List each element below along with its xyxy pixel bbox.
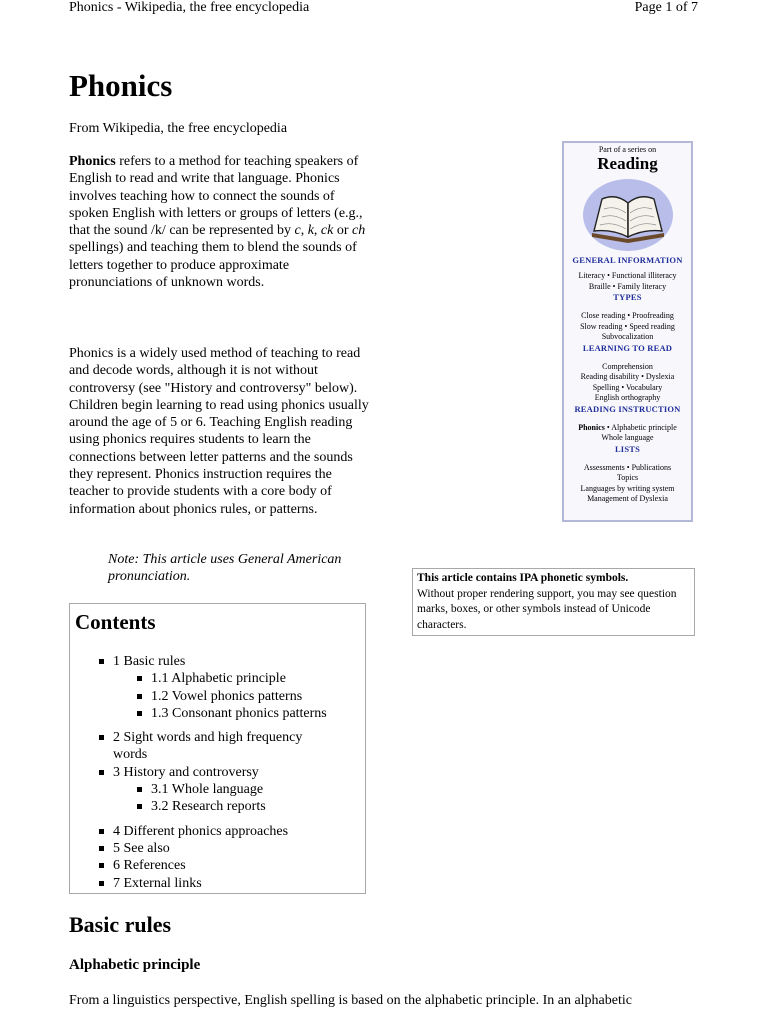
intro-text-5: spellings) and teaching them to blend the sounds of letters together to produce approximate pronunciations of unknown words. bbox=[69, 240, 357, 291]
infobox-line[interactable]: English orthography bbox=[594, 393, 661, 402]
toc-title: Contents bbox=[75, 610, 156, 634]
infobox-heading[interactable]: Reading bbox=[597, 154, 658, 173]
infobox-line[interactable]: Close reading • Proofreading bbox=[581, 311, 674, 320]
toc-item-see-also[interactable]: 5 See also bbox=[70, 840, 327, 857]
toc-subitem[interactable]: 1.1 Alphabetic principle bbox=[113, 670, 327, 687]
infobox-line[interactable]: Comprehension bbox=[602, 361, 653, 371]
intro-italic-k: k bbox=[307, 223, 314, 239]
infobox-line[interactable]: Literacy • Functional illiteracy bbox=[578, 271, 677, 280]
infobox-line-text[interactable]: • Alphabetic principle bbox=[604, 422, 677, 432]
intro-paragraph bbox=[69, 153, 369, 291]
intro-text-4: or bbox=[333, 223, 353, 239]
infobox-line[interactable]: Reading disability • Dyslexia bbox=[580, 372, 675, 381]
infobox-phonics-current: Phonics bbox=[578, 422, 605, 432]
intro-italic-ch: ch bbox=[352, 223, 366, 239]
infobox-line bbox=[564, 423, 691, 434]
toc-subitem[interactable]: 1.3 Consonant phonics patterns bbox=[113, 705, 327, 722]
infobox-line[interactable]: Braille • Family literacy bbox=[588, 281, 667, 291]
toc-subitem[interactable]: 3.2 Research reports bbox=[113, 798, 327, 815]
intro-italic-ck: ck bbox=[320, 223, 334, 239]
print-page-number: Page 1 of 7 bbox=[634, 0, 698, 15]
toc-item-external-links[interactable]: 7 External links bbox=[70, 875, 327, 892]
intro-text-3: , bbox=[313, 223, 321, 239]
infobox-section-instruction[interactable]: READING INSTRUCTION bbox=[574, 403, 681, 414]
infobox-section-types[interactable]: TYPES bbox=[613, 292, 642, 302]
infobox-line[interactable]: Languages by writing system bbox=[580, 483, 675, 493]
site-tagline: From Wikipedia, the free encyclopedia bbox=[69, 121, 288, 136]
toc-link[interactable]: 2 Sight words and high frequency words bbox=[113, 730, 303, 763]
second-paragraph: Phonics is a widely used method of teaching to read and decode words, although it is not without controversy (see "History and controversy" below). Children begin learning to read using phonics usually around the age of 5 or 6. Teaching English reading using phonics requires students to learn the connections between letter patterns and the sounds they represent. Phonics instruction requires the teacher to provide students with a core body of information about phonics rules, or patterns. bbox=[69, 346, 369, 517]
toc-item-approaches[interactable]: 4 Different phonics approaches bbox=[70, 823, 327, 840]
infobox-line[interactable]: Management of Dyslexia bbox=[587, 494, 668, 503]
ipa-notice-box bbox=[412, 568, 695, 636]
ipa-notice-title: This article contains IPA phonetic symbols. bbox=[417, 572, 629, 584]
infobox-section-general[interactable]: GENERAL INFORMATION bbox=[572, 255, 683, 265]
toc-subitem[interactable]: 1.2 Vowel phonics patterns bbox=[113, 688, 327, 705]
toc-item-references[interactable]: 6 References bbox=[70, 857, 327, 874]
intro-bold-term: Phonics bbox=[69, 154, 116, 169]
intro-text-1: refers to a method for teaching speakers of English to read and write that language. Phonics involves teaching how to connect the sounds of spoken English with letters or groups of letters (e.g., that the sound /k/ can be represented by bbox=[69, 154, 363, 239]
infobox-line[interactable]: Slow reading • Speed reading bbox=[580, 321, 675, 331]
pronunciation-note: Note: This article uses General American pronunciation. bbox=[108, 552, 342, 585]
infobox-line[interactable]: Whole language bbox=[601, 433, 654, 442]
section-heading-basic-rules: Basic rules bbox=[69, 912, 172, 937]
open-book-icon[interactable] bbox=[580, 177, 676, 253]
ipa-notice-text: Without proper rendering support, you may see question marks, boxes, or other symbols instead of Unicode characters. bbox=[417, 587, 677, 631]
infobox-line[interactable]: Subvocalization bbox=[601, 332, 654, 341]
reading-series-infobox bbox=[562, 141, 693, 522]
toc-list bbox=[70, 653, 327, 892]
toc-item-history bbox=[70, 764, 327, 816]
print-header-title: Phonics - Wikipedia, the free encyclopedia bbox=[69, 0, 310, 15]
infobox-section-learning[interactable]: LEARNING TO READ bbox=[582, 342, 673, 353]
table-of-contents bbox=[69, 603, 366, 894]
infobox-line[interactable]: Topics bbox=[616, 473, 639, 482]
page-title: Phonics bbox=[69, 68, 173, 103]
intro-italic-c: c bbox=[294, 223, 301, 239]
infobox-line[interactable]: Spelling • Vocabulary bbox=[592, 382, 663, 392]
section-paragraph: From a linguistics perspective, English spelling is based on the alphabetic principle. In an alphabetic bbox=[69, 993, 632, 1008]
toc-subitem[interactable]: 3.1 Whole language bbox=[113, 781, 327, 798]
infobox-series-label: Part of a series on bbox=[598, 145, 657, 154]
toc-link[interactable]: 3 History and controversy bbox=[113, 764, 259, 780]
intro-text-2: , bbox=[300, 223, 308, 239]
toc-item-basic-rules bbox=[70, 653, 327, 722]
toc-item-sight-words bbox=[70, 729, 327, 764]
subsection-heading-alphabetic-principle: Alphabetic principle bbox=[69, 957, 201, 973]
infobox-section-lists[interactable]: LISTS bbox=[614, 443, 641, 454]
toc-link[interactable]: 1 Basic rules bbox=[113, 654, 186, 669]
infobox-line[interactable]: Assessments • Publications bbox=[583, 462, 672, 472]
